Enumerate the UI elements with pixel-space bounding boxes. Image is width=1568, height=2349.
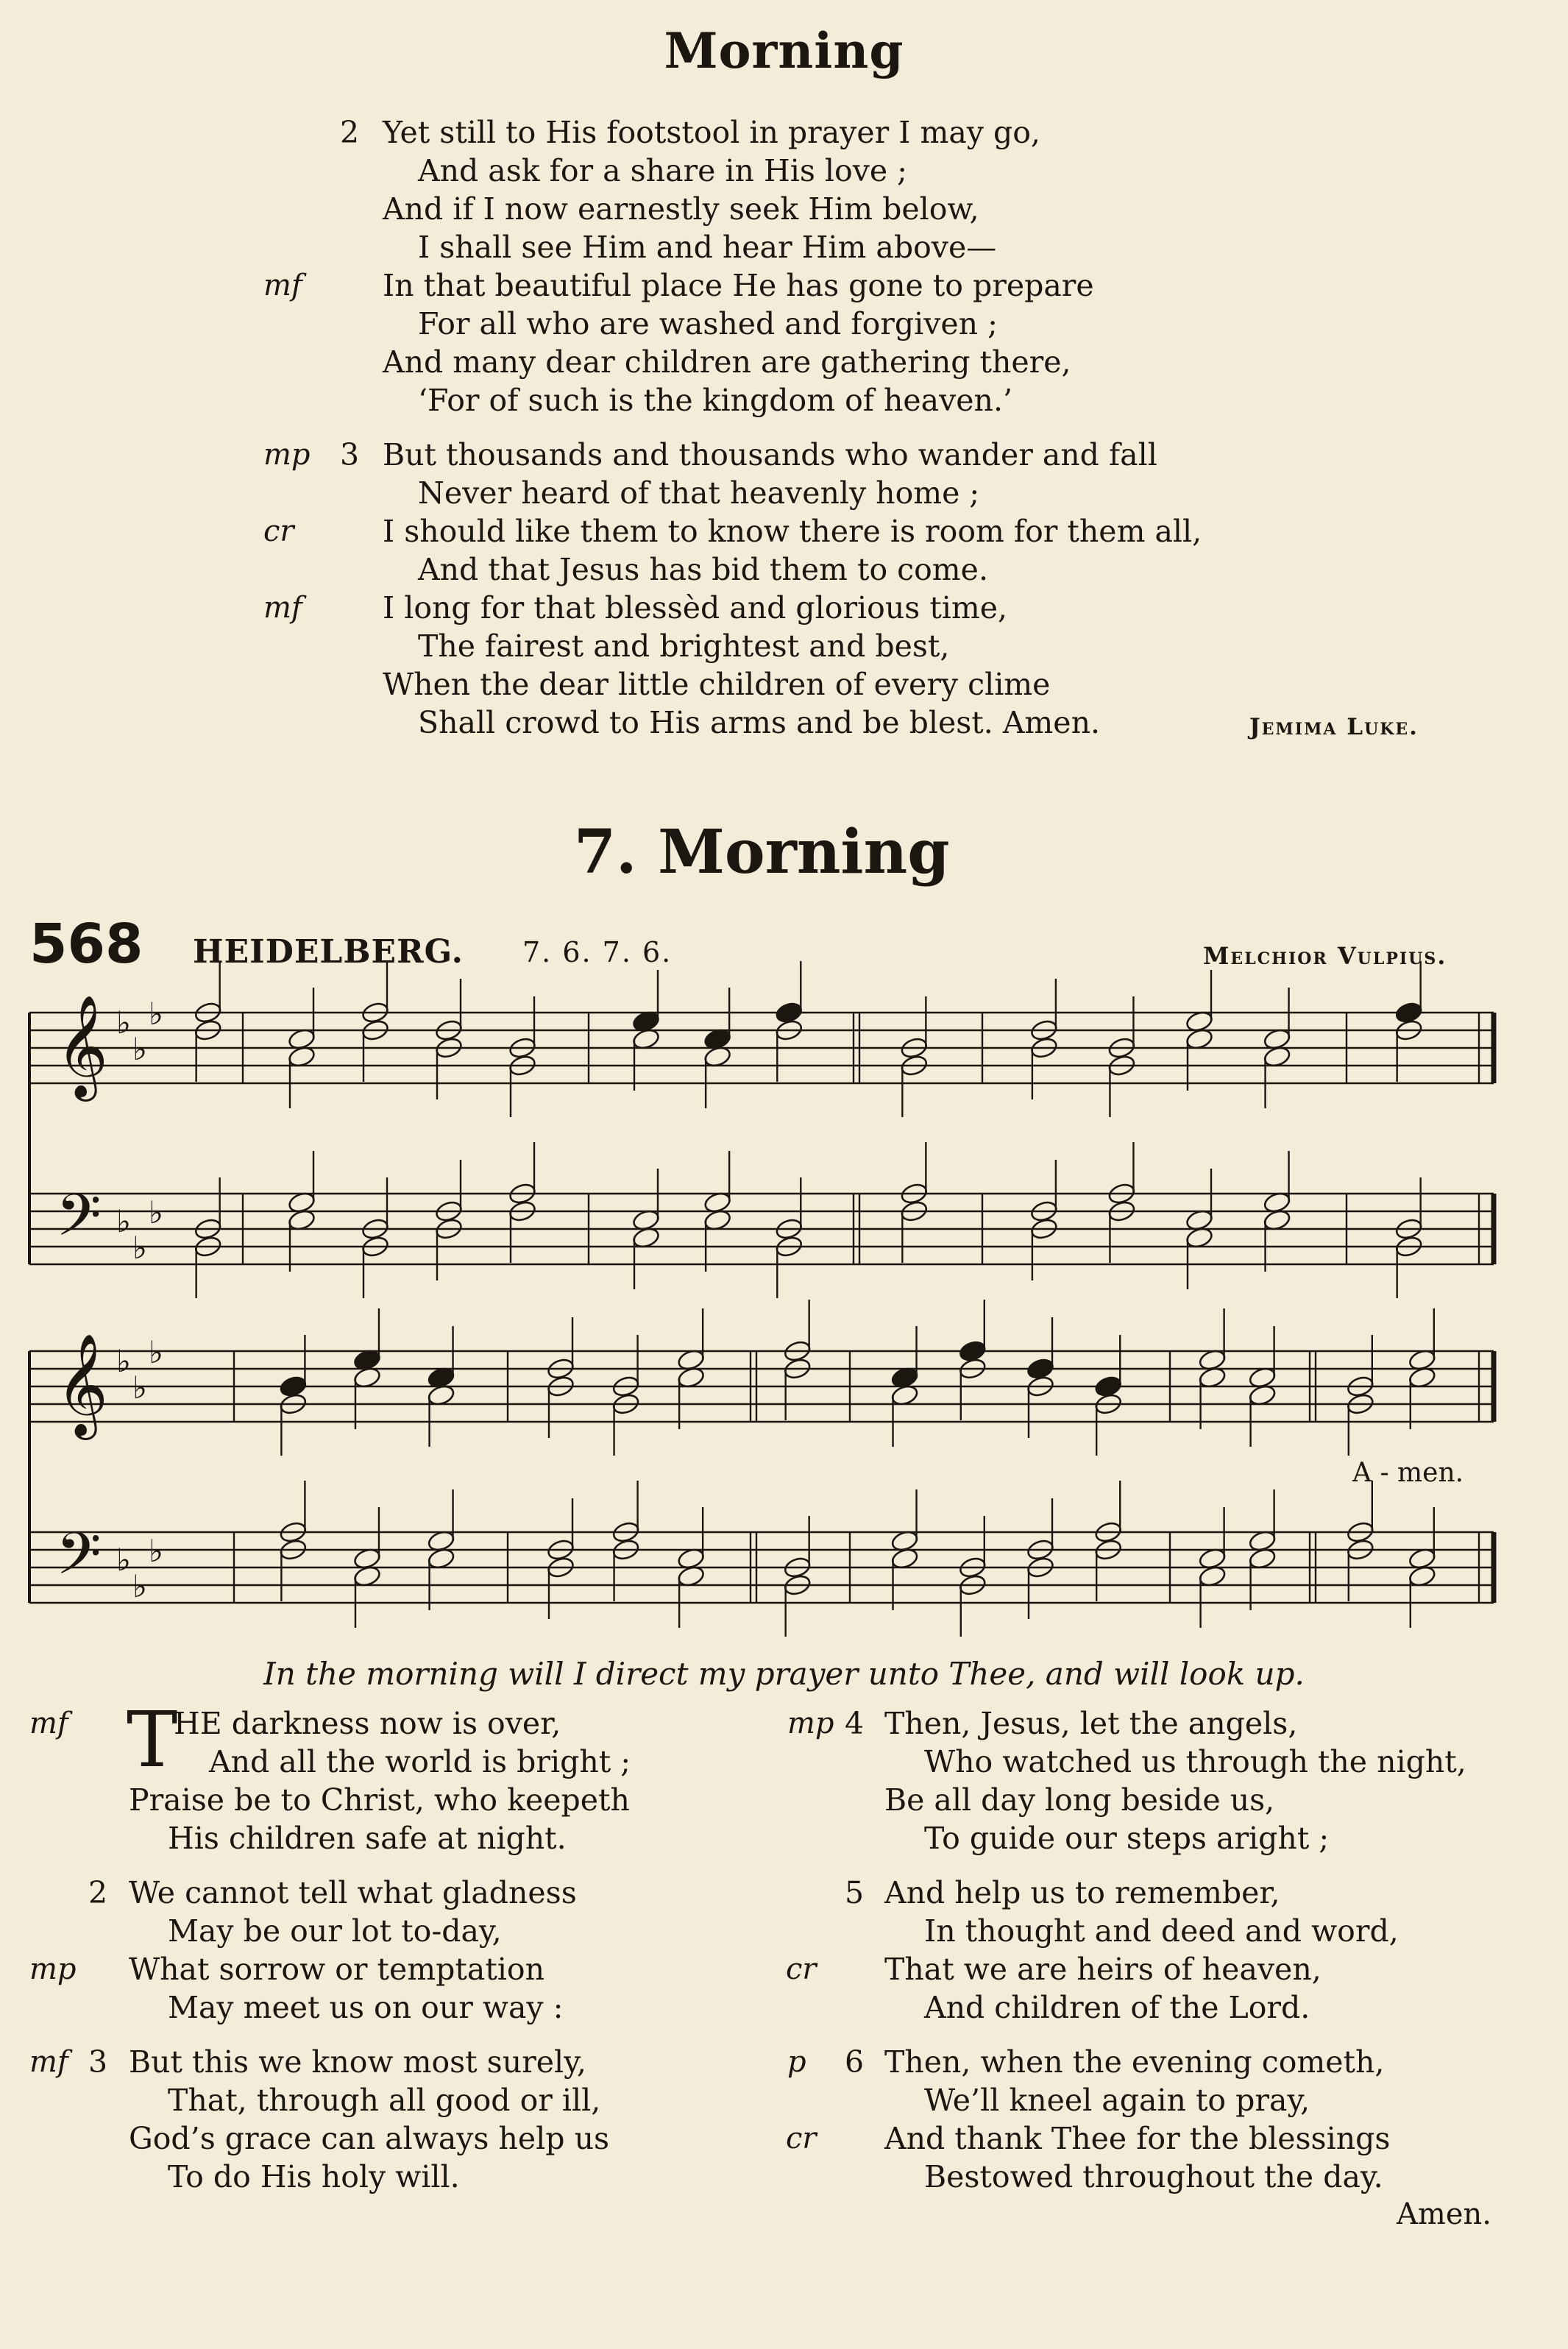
verse-line: I shall see Him and hear Him above— (418, 230, 997, 265)
verse-line: Shall crowd to His arms and be blest. Amen. (418, 705, 1101, 740)
verse-line: Then, Jesus, let the angels, (884, 1706, 1298, 1741)
tune-name: HEIDELBERG. (193, 933, 464, 971)
flat-icon: ♭ (149, 1533, 163, 1569)
verse-line: And help us to remember, (884, 1875, 1280, 1910)
verse-number: 2 (340, 115, 360, 150)
verse-line: What sorrow or temptation (129, 1952, 545, 1987)
dynamic-marking: cr (786, 2122, 817, 2155)
verse-line: But this we know most surely, (129, 2044, 586, 2080)
bass-clef-icon: 𝄢 (56, 1520, 102, 1602)
flat-icon: ♭ (116, 1203, 131, 1239)
flat-icon: ♭ (149, 1194, 163, 1230)
drop-cap: T (127, 1695, 178, 1785)
dynamic-marking: cr (263, 514, 294, 548)
flat-icon: ♭ (116, 1005, 131, 1041)
verse-line: God’s grace can always help us (129, 2121, 610, 2156)
verse-number: 6 (845, 2044, 865, 2080)
verse-line: The fairest and brightest and best, (418, 628, 950, 664)
flat-icon: ♭ (132, 1230, 147, 1266)
verse-line: We cannot tell what gladness (129, 1875, 577, 1910)
verse-line: When the dear little children of every clime (383, 667, 1051, 702)
verse-line: And all the world is bright ; (209, 1744, 631, 1779)
verse-line: Never heard of that heavenly home ; (418, 475, 980, 511)
amen-lyric: A - men. (1352, 1458, 1464, 1488)
verse-line: In thought and deed and word, (924, 1913, 1399, 1949)
flat-icon: ♭ (149, 996, 163, 1032)
verse-line: And ask for a share in His love ; (418, 153, 907, 188)
verse-line: Bestowed throughout the day. (924, 2159, 1383, 2194)
meter: 7. 6. 7. 6. (522, 936, 673, 968)
dynamic-marking: mf (29, 1707, 68, 1740)
verse-line: In that beautiful place He has gone to prepare (383, 268, 1094, 303)
verse-line: For all who are washed and forgiven ; (418, 306, 998, 341)
verse-line: And thank Thee for the blessings (884, 2121, 1391, 2156)
verse-line: That we are heirs of heaven, (884, 1952, 1322, 1987)
verse-line: May meet us on our way : (168, 1990, 564, 2025)
treble-clef-icon: 𝄞 (56, 995, 108, 1097)
section-title: 7. Morning (574, 817, 950, 887)
verse-number: 4 (845, 1706, 865, 1741)
verse-number: 5 (845, 1875, 865, 1910)
verse-line: And many dear children are gathering there, (383, 344, 1071, 380)
verse-number: 3 (340, 437, 360, 472)
dynamic-marking: mp (29, 1952, 77, 1986)
verse-line: Who watched us through the night, (924, 1744, 1466, 1779)
flat-icon: ♭ (149, 1334, 163, 1370)
page-header-title: Morning (664, 22, 904, 79)
verse-line: Yet still to His footstool in prayer I may go, (383, 115, 1040, 150)
verse-line: To guide our steps aright ; (924, 1821, 1330, 1856)
verse-number: 3 (88, 2044, 108, 2080)
flat-icon: ♭ (132, 1031, 147, 1067)
verse-line: ‘For of such is the kingdom of heaven.’ (418, 383, 1013, 418)
hymn-author: Jemima Luke. (1249, 714, 1419, 740)
verse-number: 2 (88, 1875, 108, 1910)
verse-line: HE darkness now is over, (174, 1706, 561, 1741)
verse-line: But thousands and thousands who wander and fall (383, 437, 1157, 472)
dynamic-marking: mp (263, 438, 311, 472)
verse-line: And if I now earnestly seek Him below, (383, 191, 979, 227)
dynamic-marking: mf (29, 2045, 68, 2079)
verse-line: And children of the Lord. (924, 1990, 1310, 2025)
flat-icon: ♭ (116, 1542, 131, 1578)
verse-line: His children safe at night. (168, 1821, 567, 1856)
hymn-number: 568 (29, 913, 143, 976)
verse-line: We’ll kneel again to pray, (924, 2083, 1310, 2118)
verse-line: I should like them to know there is room for them all, (383, 514, 1202, 549)
dynamic-marking: cr (786, 1952, 817, 1986)
verse-line: Praise be to Christ, who keepeth (129, 1782, 630, 1818)
verse-line: To do His holy will. (168, 2159, 460, 2194)
treble-clef-icon: 𝄞 (56, 1333, 108, 1436)
amen-ending: Amen. (1397, 2197, 1491, 2231)
verse-line: I long for that blessèd and glorious time, (383, 590, 1008, 626)
dynamic-marking: mf (263, 269, 302, 302)
verse-line: That, through all good or ill, (168, 2083, 601, 2118)
scripture-caption: In the morning will I direct my prayer unto Thee, and will look up. (263, 1656, 1305, 1692)
bass-clef-icon: 𝄢 (56, 1181, 102, 1264)
flat-icon: ♭ (116, 1343, 131, 1379)
composer: Melchior Vulpius. (1203, 942, 1447, 970)
flat-icon: ♭ (132, 1370, 147, 1406)
dynamic-marking: p (787, 2045, 806, 2079)
verse-line: Be all day long beside us, (884, 1782, 1275, 1818)
verse-line: Then, when the evening cometh, (884, 2044, 1385, 2080)
dynamic-marking: mf (263, 591, 302, 625)
verse-line: And that Jesus has bid them to come. (418, 552, 988, 587)
flat-icon: ♭ (132, 1568, 147, 1604)
dynamic-marking: mp (787, 1707, 834, 1740)
verse-line: May be our lot to-day, (168, 1913, 502, 1949)
